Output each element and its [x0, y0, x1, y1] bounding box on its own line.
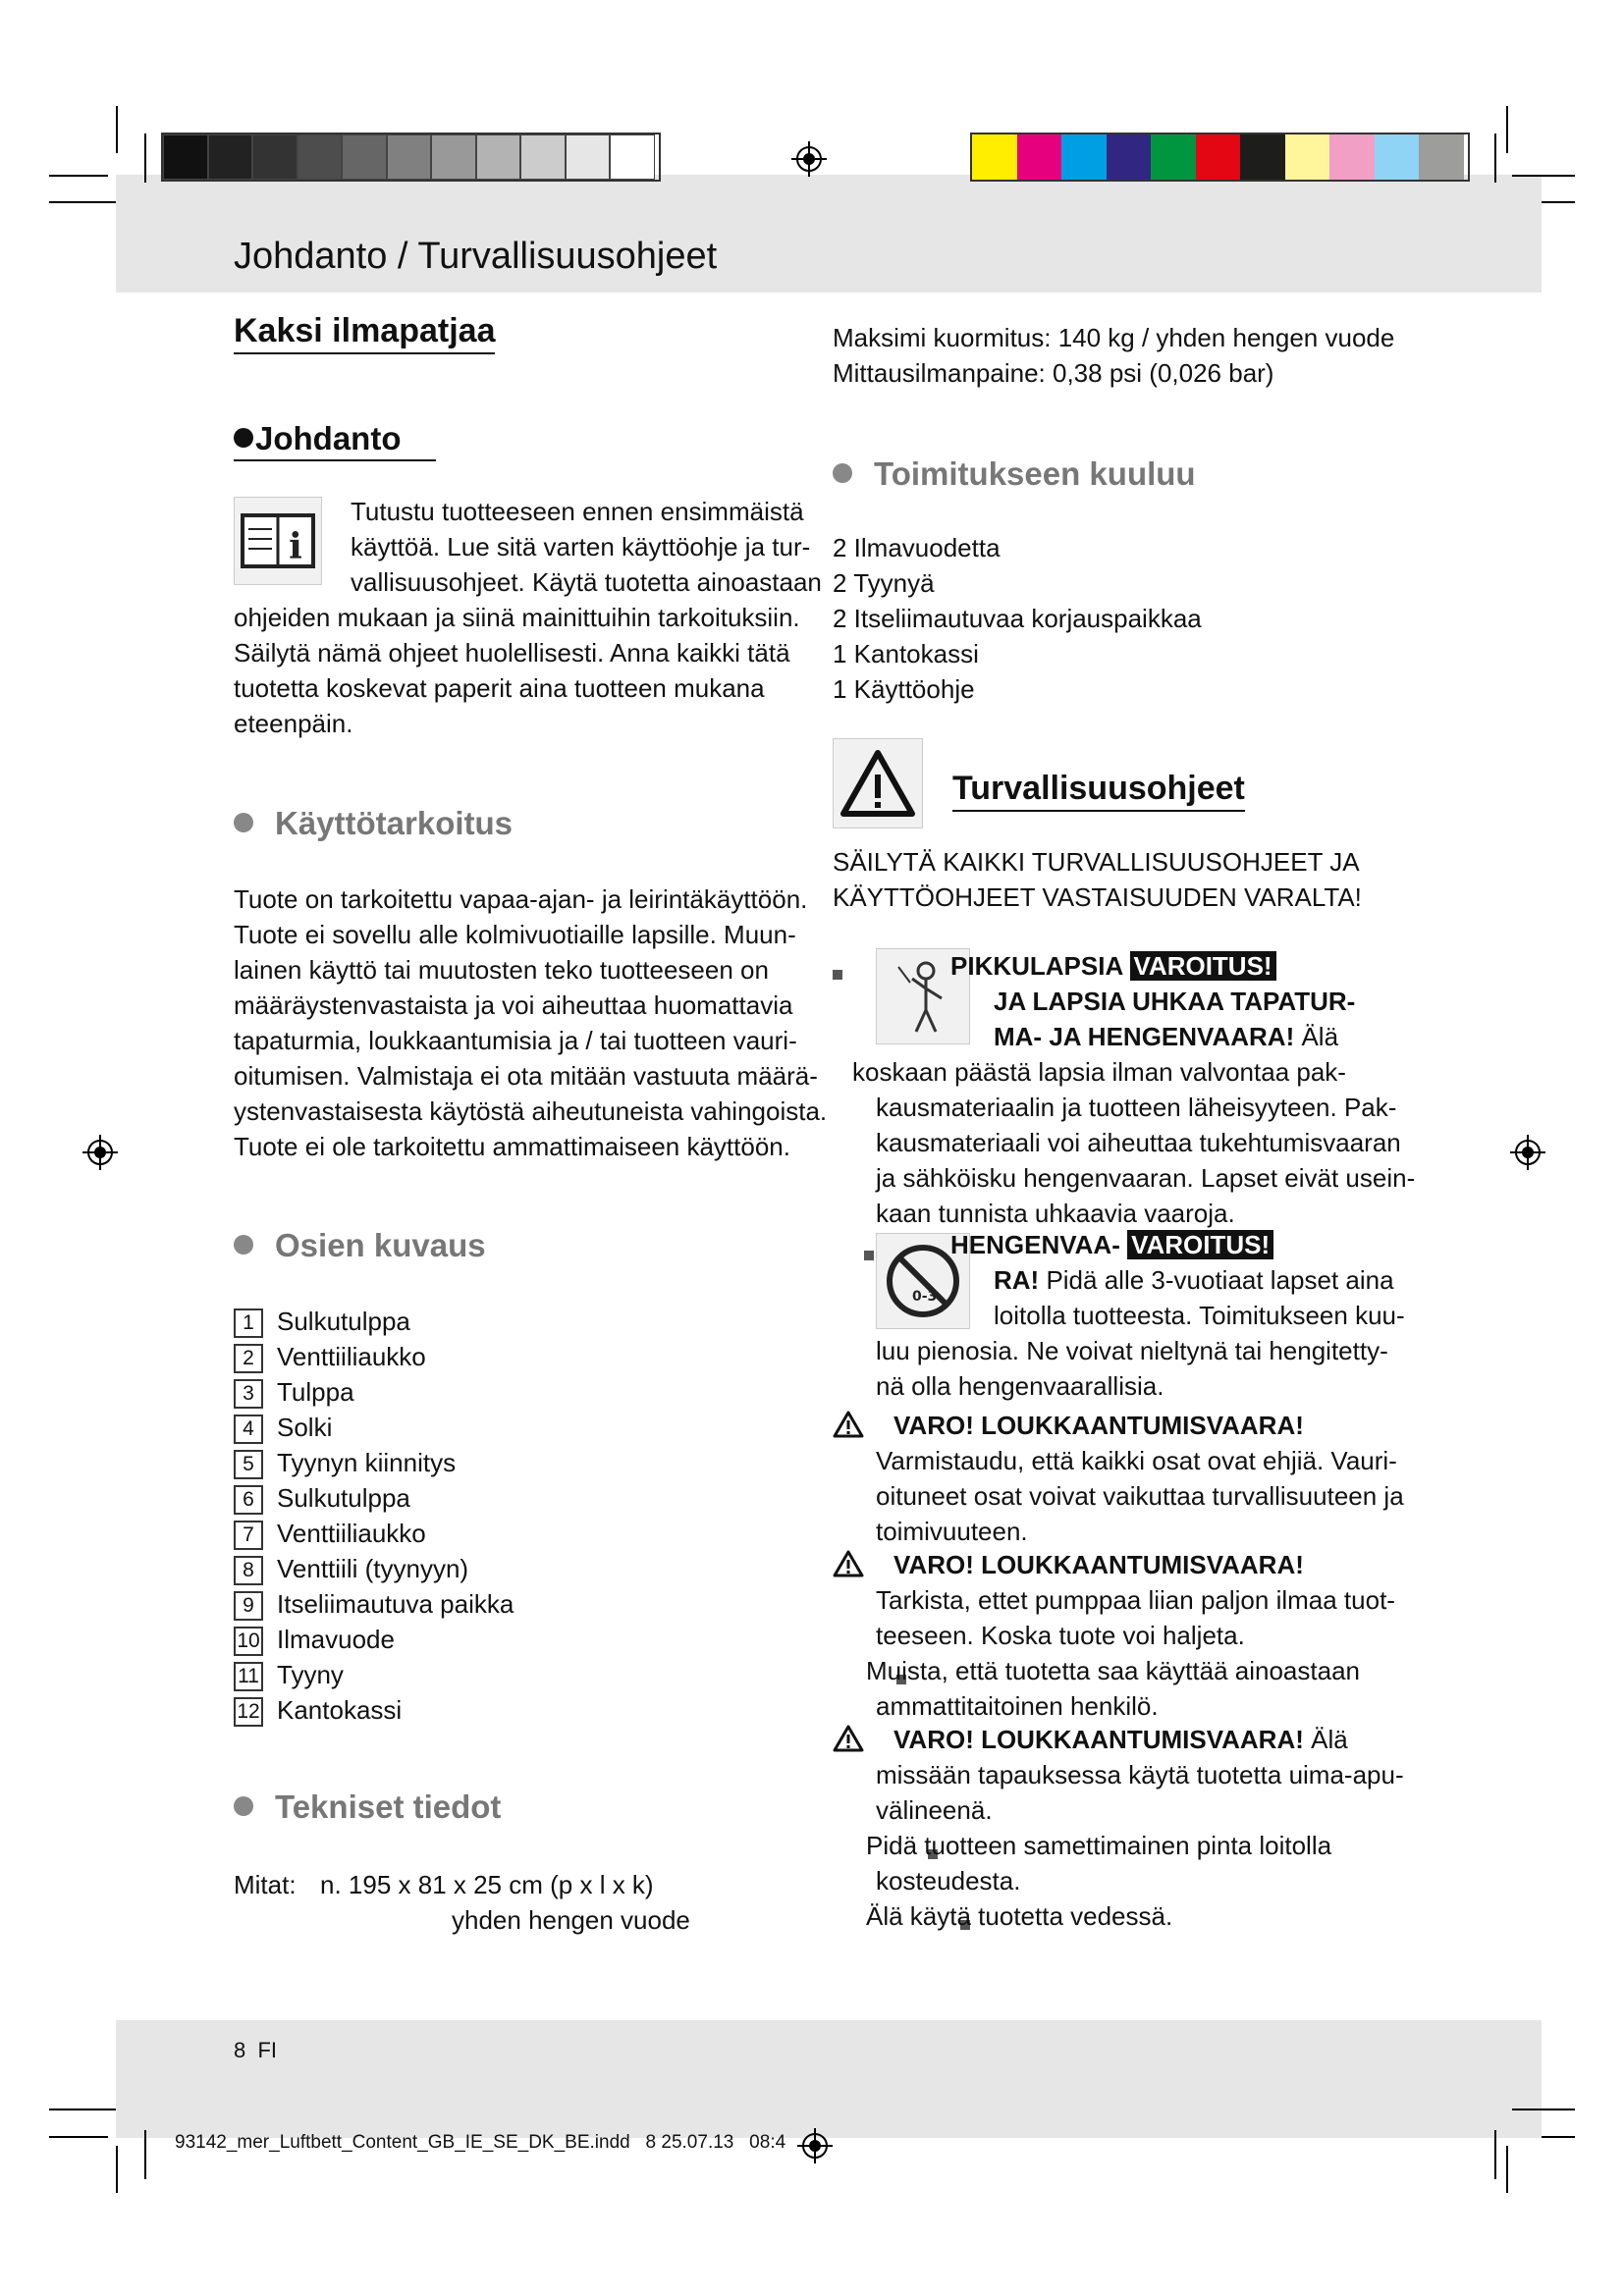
color-bar-frame: [161, 133, 661, 182]
list-item: [234, 1480, 514, 1516]
bullet-1-text: [866, 1653, 1360, 1724]
warning-5-head-text: VARO! LOUKKAANTUMISVAARA!: [893, 1725, 1304, 1754]
svg-text:i: i: [289, 526, 302, 567]
part-label: Solki: [277, 1413, 333, 1442]
page-number-value: 8: [234, 2038, 246, 2062]
warning-3-body: [876, 1443, 1404, 1549]
part-number: 1: [234, 1308, 263, 1338]
text-line: Tuote ei ole tarkoitettu ammattimaiseen käyttöön.: [234, 1132, 790, 1161]
list-item: 2 Tyynyä: [833, 568, 935, 598]
bullet-2-text: [866, 1828, 1331, 1898]
read-manual-icon: [234, 497, 322, 585]
tech-value-2: yhden hengen vuode: [452, 1905, 690, 1935]
crop-mark: [1542, 2136, 1575, 2138]
warning-2-bold: RA!: [994, 1265, 1040, 1295]
warning-label: VAROITUS!: [1130, 951, 1276, 981]
text-line: nä olla hengenvaarallisia.: [876, 1371, 1164, 1401]
footer-band: [116, 2020, 1542, 2138]
text-line: kausmateriaalin ja tuotteen läheisyyteen. Pak-: [876, 1093, 1397, 1122]
list-item: [234, 1339, 514, 1374]
warning-label: VAROITUS!: [1127, 1230, 1273, 1259]
text-line: KÄYTTÖOHJEET VASTAISUUDEN VARALTA!: [833, 882, 1362, 912]
list-item: 2 Itseliimautuvaa korjauspaikkaa: [833, 604, 1202, 633]
warning-5-head: [893, 1722, 1348, 1757]
text-line: koskaan päästä lapsia ilman valvontaa pak-: [852, 1057, 1346, 1087]
text-line: JA LAPSIA UHKAA TAPATUR-: [994, 987, 1356, 1016]
part-label: Venttiili (tyynyyn): [277, 1554, 469, 1583]
small-warning-icon: [833, 1724, 864, 1753]
part-label: Tyynyn kiinnitys: [277, 1448, 457, 1477]
crop-mark: [1506, 106, 1508, 153]
parts-heading-text: Osien kuvaus: [275, 1227, 486, 1263]
part-number: 10: [234, 1627, 263, 1656]
text-line: Tuote on tarkoitettu vapaa-ajan- ja leirintäkäyttöön.: [234, 884, 808, 914]
delivery-heading-text: Toimitukseen kuuluu: [874, 455, 1196, 492]
warning-2-head-a: HENGENVAA-: [950, 1230, 1120, 1259]
text-line: määräystenvastaista ja voi aiheuttaa huomattavia: [234, 990, 793, 1020]
text-line: kausmateriaali voi aiheuttaa tukehtumisvaaran: [876, 1128, 1401, 1157]
crop-mark: [144, 133, 146, 183]
crop-mark: [116, 2146, 118, 2193]
warning-2-body: [876, 1298, 1405, 1404]
warning-1-head-a: PIKKULAPSIA: [950, 951, 1123, 981]
bullet-icon: [234, 428, 253, 448]
list-item: [234, 1551, 514, 1586]
list-item: 1 Kantokassi: [833, 639, 979, 668]
text-line: Mittausilmanpaine: 0,38 psi (0,026 bar): [833, 358, 1274, 388]
part-label: Sulkutulppa: [277, 1307, 410, 1336]
list-item: [234, 1304, 514, 1339]
crop-mark: [1542, 201, 1575, 203]
list-item: [234, 1445, 514, 1480]
registration-mark-icon: [82, 1135, 118, 1170]
text-line: Tutustu tuotteeseen ennen ensimmäistä: [351, 497, 804, 526]
crop-mark: [144, 2130, 146, 2179]
small-warning-icon: [833, 1410, 864, 1439]
text-line: ja sähköisku hengenvaaran. Lapset eivät usein-: [876, 1163, 1416, 1193]
text-line: Varmistaudu, että kaikki osat ovat ehjiä. Vauri-: [876, 1446, 1397, 1475]
intro-heading: [234, 420, 436, 461]
registration-mark-icon: [791, 141, 827, 177]
part-label: Tulppa: [277, 1377, 354, 1407]
part-number: 4: [234, 1415, 263, 1444]
warning-4-body: [876, 1582, 1395, 1653]
list-item: [234, 1622, 514, 1657]
text-line: oituneet osat voivat vaikuttaa turvallisuuteen ja: [876, 1481, 1404, 1511]
warning-2-first-text: Pidä alle 3-vuotiaat lapset aina: [1039, 1265, 1394, 1295]
text-line: Muista, että tuotetta saa käyttää ainoastaan: [866, 1656, 1360, 1685]
warning-2-first: [994, 1262, 1394, 1298]
document-title: Kaksi ilmapatjaa: [234, 312, 495, 354]
page-language: FI: [257, 2038, 278, 2062]
tech-label: Mitat:: [234, 1870, 297, 1899]
part-number: 11: [234, 1662, 263, 1691]
page-number: [234, 2038, 277, 2063]
part-label: Kantokassi: [277, 1695, 403, 1725]
part-number: 2: [234, 1344, 263, 1373]
text-line: tapaturmia, loukkaantumisia ja / tai tuotteen vauri-: [234, 1026, 797, 1055]
part-label: Sulkutulppa: [277, 1483, 410, 1513]
warning-1-tail: Älä: [1294, 1022, 1339, 1051]
text-line: [994, 1019, 1355, 1054]
text-line: ohjeiden mukaan ja siinä mainittuihin tarkoituksiin.: [234, 603, 800, 632]
crop-mark: [1512, 2109, 1575, 2110]
part-label: Venttiiliaukko: [277, 1519, 426, 1548]
crop-mark: [49, 201, 116, 203]
list-item: 1 Käyttöohje: [833, 674, 975, 704]
bullet-icon: [833, 463, 852, 483]
safety-heading: Turvallisuusohjeet: [952, 770, 1245, 812]
part-number: 8: [234, 1556, 263, 1585]
warning-1-bold-2: MA- JA HENGENVAARA!: [994, 1022, 1295, 1051]
part-number: 5: [234, 1450, 263, 1479]
text-line: käyttöä. Lue sitä varten käyttöohje ja tur-: [351, 532, 811, 561]
list-item: [234, 1374, 514, 1410]
part-number: 3: [234, 1379, 263, 1409]
text-line: teeseen. Koska tuote voi haljeta.: [876, 1621, 1245, 1650]
intro-text-indented: [351, 494, 822, 600]
warning-2-head: [950, 1227, 1273, 1262]
warning-triangle-icon: [833, 738, 923, 828]
crop-mark: [49, 2136, 108, 2138]
text-line: Pidä tuotteen samettimainen pinta loitolla: [866, 1831, 1332, 1860]
warning-5-body: [876, 1757, 1404, 1828]
list-item: [234, 1410, 514, 1445]
text-line: vallisuusohjeet. Käytä tuotetta ainoastaan: [351, 567, 822, 597]
registration-mark-icon: [1510, 1135, 1545, 1170]
purpose-heading: [234, 805, 513, 842]
crop-mark: [1512, 175, 1575, 177]
text-line: Tarkista, ettet pumppaa liian paljon ilmaa tuot-: [876, 1585, 1395, 1615]
warning-1-head: [950, 948, 1276, 984]
list-item: [234, 1692, 514, 1728]
text-line: kosteudesta.: [876, 1866, 1021, 1896]
color-bar-frame: [970, 133, 1470, 182]
purpose-heading-text: Käyttötarkoitus: [275, 805, 514, 841]
warning-5-tail: Älä: [1303, 1725, 1348, 1754]
bullet-3-text: Älä käytä tuotetta vedessä.: [866, 1901, 1173, 1931]
list-item: [234, 1586, 514, 1622]
text-line: missään tapauksessa käytä tuotetta uima-apu-: [876, 1760, 1404, 1789]
tech-heading: [234, 1789, 501, 1826]
part-label: Itseliimautuva paikka: [277, 1589, 514, 1619]
page-header-title: Johdanto / Turvallisuusohjeet: [234, 236, 718, 277]
warning-4-head: VARO! LOUKKAANTUMISVAARA!: [893, 1550, 1304, 1579]
delivery-heading: [833, 455, 1196, 493]
tech-heading-text: Tekniset tiedot: [275, 1789, 502, 1825]
bullet-icon: [234, 1235, 253, 1255]
registration-mark-icon: [797, 2128, 833, 2163]
text-line: tuotetta koskevat paperit aina tuotteen mukana: [234, 673, 765, 703]
warning-1-bold: [994, 984, 1355, 1054]
text-line: eteenpäin.: [234, 709, 353, 738]
list-item: [234, 1516, 514, 1551]
text-line: ammattitaitoinen henkilö.: [876, 1691, 1159, 1721]
part-number: 7: [234, 1521, 263, 1550]
text-line: luu pienosia. Ne voivat nieltynä tai hengitetty-: [876, 1336, 1388, 1365]
small-warning-icon: [833, 1549, 864, 1578]
text-line: välineenä.: [876, 1795, 993, 1825]
list-bullet-icon: [864, 1251, 874, 1260]
text-line: oitumisen. Valmistaja ei ota mitään vastuuta määrä-: [234, 1061, 818, 1091]
text-line: Tuote ei sovellu alle kolmivuotiaille lapsille. Muun-: [234, 920, 796, 949]
text-line: Säilytä nämä ohjeet huolellisesti. Anna kaikki tätä: [234, 638, 790, 667]
bullet-icon: [234, 813, 253, 832]
purpose-text: [234, 881, 827, 1164]
delivery-list: [833, 530, 1202, 707]
text-line: toimivuuteen.: [876, 1517, 1028, 1546]
list-item: [234, 1657, 514, 1692]
crop-mark: [49, 175, 108, 177]
part-label: Tyyny: [277, 1660, 344, 1689]
text-line: ystenvastaisesta käytöstä aiheutuneista vahingoista.: [234, 1096, 828, 1126]
part-number: 12: [234, 1697, 263, 1727]
parts-heading: [234, 1227, 486, 1264]
intro-text: [234, 600, 800, 741]
list-bullet-icon: [833, 970, 842, 980]
text-line: loitolla tuotteesta. Toimitukseen kuu-: [994, 1301, 1405, 1330]
intro-heading-text: Johdanto: [255, 420, 402, 456]
crop-mark: [1506, 2146, 1508, 2193]
part-number: 6: [234, 1485, 263, 1515]
safety-caps: [833, 844, 1362, 915]
parts-list: [234, 1304, 514, 1728]
bullet-icon: [234, 1796, 253, 1816]
list-item: 2 Ilmavuodetta: [833, 533, 1001, 562]
file-slug: 93142_mer_Luftbett_Content_GB_IE_SE_DK_BE.indd 8 25.07.13 08:4: [175, 2132, 786, 2153]
text-line: Maksimi kuormitus: 140 kg / yhden hengen vuode: [833, 323, 1395, 352]
max-load: [833, 320, 1394, 391]
part-label: Ilmavuode: [277, 1625, 395, 1654]
svg-text:0-3: 0-3: [912, 1289, 938, 1305]
text-line: kaan tunnista uhkaavia vaaroja.: [876, 1199, 1235, 1228]
crop-mark: [1494, 133, 1496, 183]
tech-value: n. 195 x 81 x 25 cm (p x l x k): [320, 1870, 654, 1899]
text-line: SÄILYTÄ KAIKKI TURVALLISUUSOHJEET JA: [833, 847, 1360, 877]
warning-1-body: [852, 1054, 1415, 1231]
crop-mark: [1494, 2130, 1496, 2179]
text-line: lainen käyttö tai muutosten teko tuotteeseen on: [234, 955, 769, 985]
crop-mark: [49, 2109, 116, 2110]
crop-mark: [116, 106, 118, 153]
part-number: 9: [234, 1591, 263, 1621]
warning-3-head: VARO! LOUKKAANTUMISVAARA!: [893, 1411, 1304, 1440]
part-label: Venttiiliaukko: [277, 1342, 426, 1371]
